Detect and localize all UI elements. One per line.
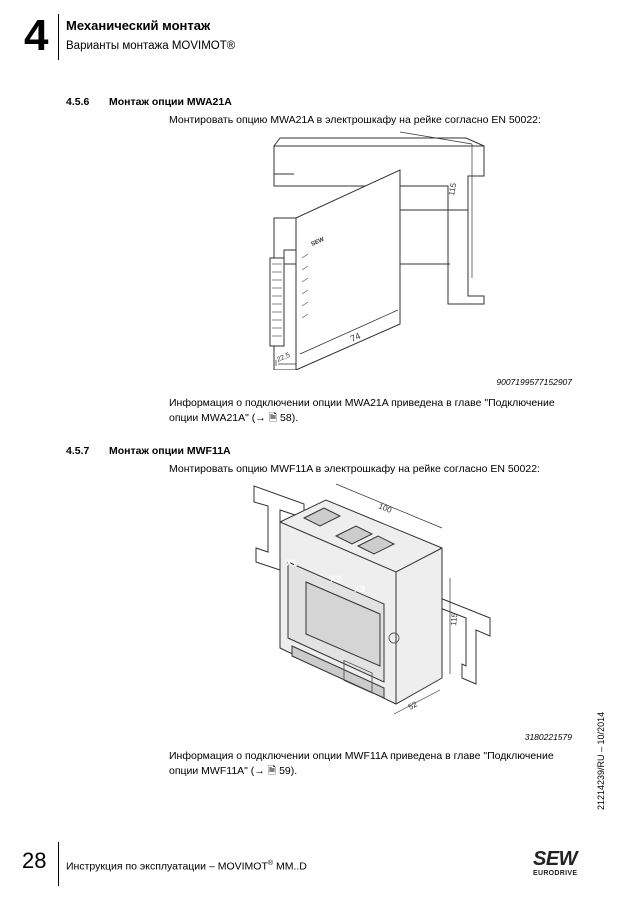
section-title: Монтаж опции MWF11A (109, 445, 231, 457)
page-number: 28 (22, 848, 47, 873)
chapter-title: Механический монтаж (66, 18, 211, 33)
section-intro: Монтировать опцию MWA21A в электрошкафу на рейке согласно EN 50022: (169, 114, 541, 126)
section-number: 4.5.7 (66, 445, 90, 457)
figure-caption: 9007199577152907 (496, 377, 572, 387)
module-logo: SEW (310, 236, 326, 248)
section-title: Монтаж опции MWA21A (109, 96, 232, 108)
info-text-line: опции MWF11A" (→ 🗎 59). (169, 765, 298, 777)
document-code: 21214239/RU – 10/2014 (596, 711, 606, 810)
chapter-number: 4 (24, 11, 49, 60)
dimension-label-22-5: 22,5 (275, 351, 292, 364)
dimension-label-74: 74 (348, 330, 362, 344)
chapter-subtitle: Варианты монтажа MOVIMOT® (66, 40, 236, 52)
terminal-label-x1: X1 (286, 558, 298, 568)
footer-title: Инструкция по эксплуатации – MOVIMOT® MM..D (66, 860, 307, 873)
terminal-label-x3: X3 (354, 584, 366, 594)
sew-logo: SEW (533, 848, 578, 870)
terminal-label-x2: X2 (330, 574, 342, 584)
dimension-label-52: 52 (406, 699, 419, 712)
header-divider (58, 14, 59, 60)
section-number: 4.5.6 (66, 96, 90, 108)
dimension-label-100: 100 (377, 501, 394, 515)
section-intro: Монтировать опцию MWF11A в электрошкафу на рейке согласно EN 50022: (169, 463, 540, 475)
info-text-line: опции MWA21A" (→ 🗎 58). (169, 412, 299, 424)
dimension-label-115: 115 (447, 182, 459, 197)
mwf11a-drawing (244, 478, 504, 716)
eurodrive-logo-text: EURODRIVE (533, 870, 578, 877)
footer-divider (58, 842, 59, 886)
figure-caption: 3180221579 (524, 732, 572, 742)
mwa21a-drawing (240, 128, 500, 370)
dimension-label-115: 115 (449, 612, 460, 627)
info-text-line: Информация о подключении опции MWF11A приведена в главе "Подключение (169, 750, 554, 762)
info-text-line: Информация о подключении опции MWA21A приведена в главе "Подключение (169, 397, 555, 409)
